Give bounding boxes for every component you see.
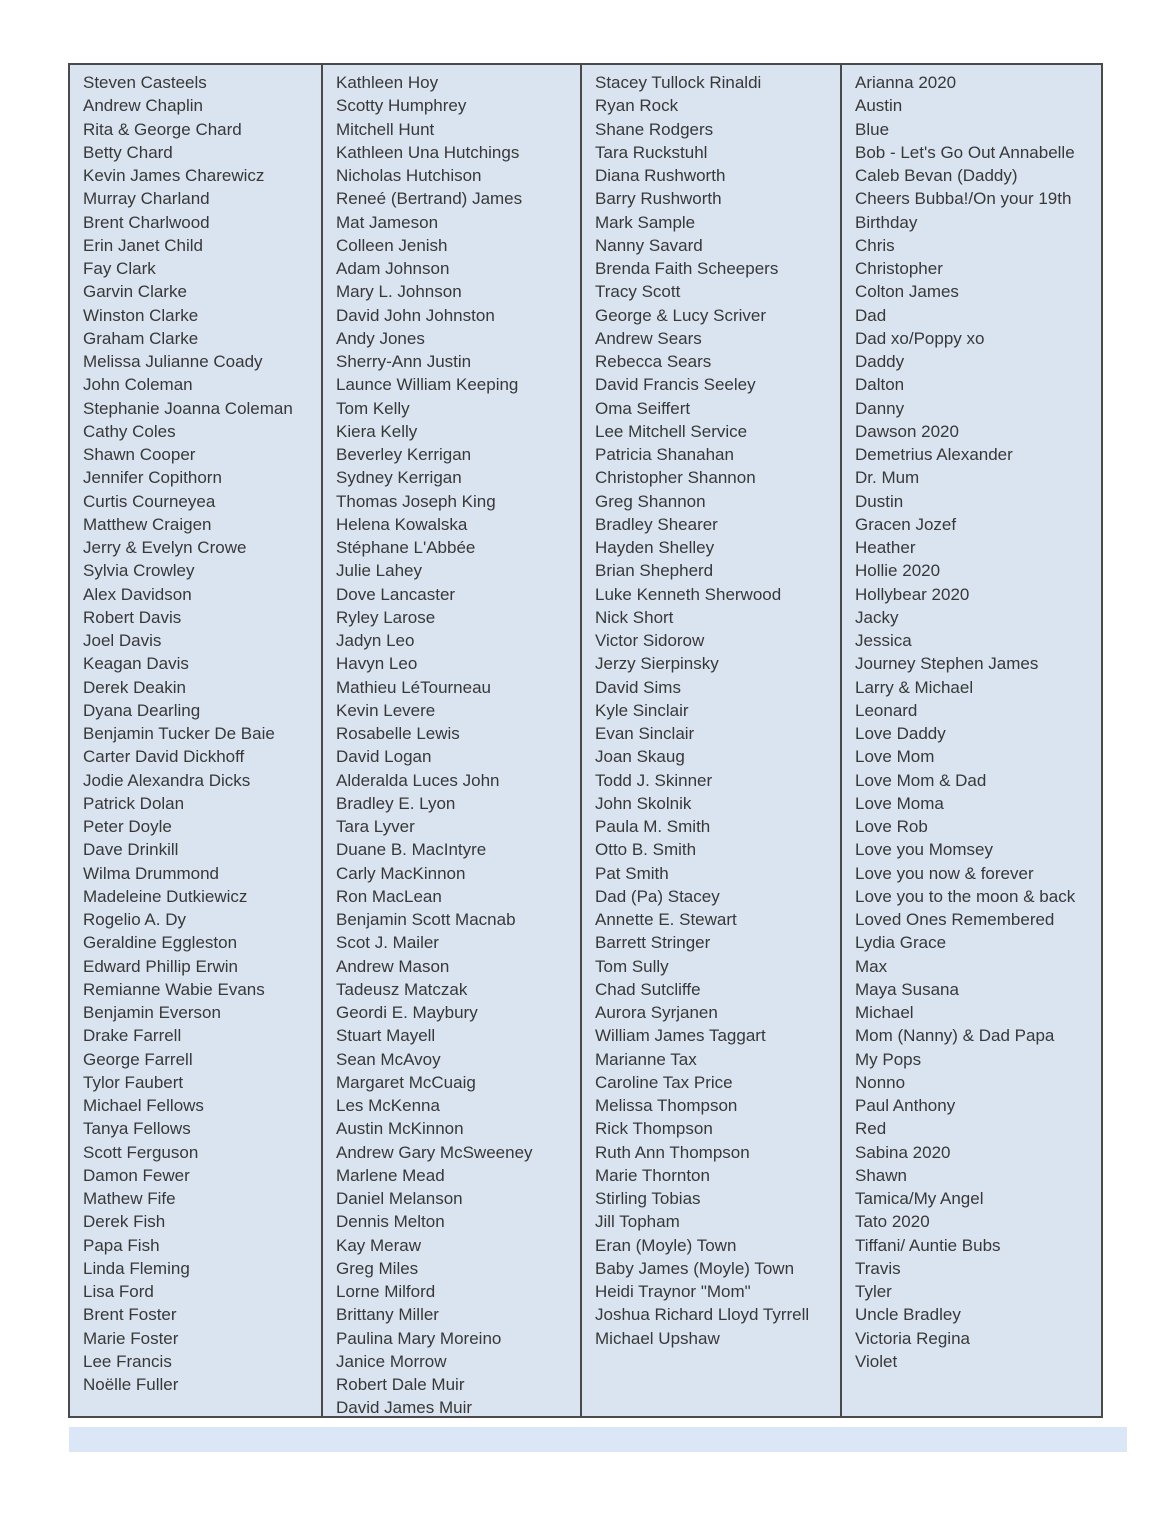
name-entry: Shawn Cooper: [83, 445, 196, 464]
name-entry: Brent Charlwood: [83, 212, 210, 232]
name-entry: Joshua Richard Lloyd Tyrrell: [595, 1305, 810, 1325]
name-entry: Margaret McCuaig: [336, 1072, 476, 1092]
name-entry: Carly MacKinnon: [336, 863, 466, 883]
name-entry: Daniel Melanson: [336, 1189, 463, 1208]
name-entry: Melissa Julianne Coady: [83, 352, 263, 371]
name-entry: Colleen Jenish: [336, 235, 448, 255]
name-entry: Peter Doyle: [83, 817, 172, 836]
name-entry: Robert Dale Muir: [336, 1375, 465, 1394]
name-entry: Brian Shepherd: [595, 561, 714, 581]
name-entry: Geordi E. Maybury: [336, 1003, 478, 1022]
name-entry: Benjamin Tucker De Baie: [83, 724, 275, 743]
name-entry: Dennis Melton: [336, 1212, 445, 1232]
name-entry: Stéphane L'Abbée: [336, 538, 476, 557]
name-entry: Sean McAvoy: [336, 1049, 441, 1069]
name-entry: Kathleen Hoy: [336, 73, 439, 92]
name-entry: Andrew Gary McSweeney: [336, 1142, 533, 1162]
name-entry: Birthday: [855, 212, 918, 232]
name-entry: William James Taggart: [595, 1026, 766, 1046]
name-entry: Christopher Shannon: [595, 468, 756, 488]
name-entry: Annette E. Stewart: [595, 910, 737, 929]
name-entry: Blue: [855, 119, 890, 139]
name-entry: Brittany Miller: [336, 1305, 439, 1325]
name-entry: Patrick Dolan: [83, 793, 185, 813]
names-column-4: [842, 65, 1101, 1416]
name-entry: Andrew Sears: [595, 328, 702, 348]
name-entry: Reneé (Bertrand) James: [336, 189, 523, 209]
name-entry: Tylor Faubert: [83, 1072, 184, 1092]
name-entry: Max: [855, 956, 888, 976]
name-entry: Cathy Coles: [83, 421, 176, 441]
name-entry: Dawson 2020: [855, 421, 959, 441]
name-entry: David Sims: [595, 677, 681, 697]
name-entry: Travis: [855, 1258, 901, 1278]
name-entry: Colton James: [855, 282, 959, 302]
name-entry: Thomas Joseph King: [336, 491, 496, 511]
name-entry: Jadyn Leo: [336, 631, 415, 650]
name-entry: Barry Rushworth: [595, 189, 722, 209]
name-entry: Murray Charland: [83, 189, 210, 209]
name-entry: Tiffani/ Auntie Bubs: [855, 1235, 1001, 1255]
name-entry: Love Daddy: [855, 724, 946, 743]
name-entry: Love you to the moon & back: [855, 886, 1076, 906]
name-entry: Keagan Davis: [83, 654, 189, 674]
name-entry: Bradley E. Lyon: [336, 793, 456, 813]
name-entry: Bradley Shearer: [595, 514, 718, 534]
name-entry: Beverley Kerrigan: [336, 445, 472, 464]
name-entry: Rita & George Chard: [83, 119, 242, 139]
name-entry: Red: [855, 1119, 887, 1139]
name-entry: Christopher: [855, 259, 943, 278]
name-entry: Love Moma: [855, 793, 944, 813]
name-entry: Benjamin Everson: [83, 1003, 221, 1022]
name-entry: Marie Thornton: [595, 1165, 710, 1185]
name-entry: Sydney Kerrigan: [336, 468, 462, 488]
name-entry: Ron MacLean: [336, 886, 442, 906]
name-entry: Aurora Syrjanen: [595, 1003, 718, 1022]
name-entry: Papa Fish: [83, 1235, 160, 1255]
name-entry: Alex Davidson: [83, 584, 192, 604]
name-entry: Dyana Dearling: [83, 700, 201, 720]
name-entry: Carter David Dickhoff: [83, 747, 245, 767]
name-entry: Nick Short: [595, 607, 674, 627]
name-entry: Mary L. Johnson: [336, 282, 462, 302]
name-entry: Shane Rodgers: [595, 119, 714, 139]
name-entry: Tom Kelly: [336, 398, 410, 418]
name-entry: Damon Fewer: [83, 1165, 190, 1185]
name-entry: Tanya Fellows: [83, 1119, 191, 1139]
name-entry: Havyn Leo: [336, 654, 418, 674]
name-entry: Pat Smith: [595, 863, 669, 883]
name-entry: Madeleine Dutkiewicz: [83, 886, 248, 906]
name-entry: Stuart Mayell: [336, 1026, 436, 1046]
name-entry: Garvin Clarke: [83, 282, 187, 302]
name-entry: Curtis Courneyea: [83, 491, 216, 511]
name-entry: David James Muir: [336, 1398, 473, 1416]
name-entry: Hayden Shelley: [595, 538, 715, 557]
names-table: [68, 63, 1103, 1418]
names-column-1: [70, 65, 323, 1416]
name-entry: Lee Mitchell Service: [595, 421, 748, 441]
name-entry: Scotty Humphrey: [336, 96, 467, 116]
name-entry: Erin Janet Child: [83, 235, 204, 255]
name-entry: John Coleman: [83, 375, 193, 395]
name-entry: Cheers Bubba!/On your 19th: [855, 189, 1072, 209]
name-entry: Paula M. Smith: [595, 817, 711, 836]
name-entry: Andrew Chaplin: [83, 96, 204, 116]
name-entry: Alderalda Luces John: [336, 770, 500, 790]
name-entry: Les McKenna: [336, 1096, 440, 1115]
name-entry: Lorne Milford: [336, 1282, 436, 1301]
name-entry: Greg Miles: [336, 1258, 419, 1278]
name-entry: Wilma Drummond: [83, 863, 220, 883]
name-entry: Remianne Wabie Evans: [83, 979, 265, 999]
name-entry: Gracen Jozef: [855, 514, 957, 534]
name-entry: David Logan: [336, 747, 432, 767]
name-entry: Fay Clark: [83, 259, 156, 278]
name-entry: Kyle Sinclair: [595, 700, 689, 720]
name-entry: Baby James (Moyle) Town: [595, 1258, 795, 1278]
name-entry: Mathieu LéTourneau: [336, 677, 492, 697]
name-entry: Launce William Keeping: [336, 375, 519, 395]
name-entry: Adam Johnson: [336, 259, 450, 278]
name-entry: Tom Sully: [595, 956, 669, 976]
name-entry: Heather: [855, 538, 916, 557]
name-entry: Dave Drinkill: [83, 840, 179, 860]
name-entry: Otto B. Smith: [595, 840, 697, 860]
name-entry: Ruth Ann Thompson: [595, 1142, 750, 1162]
name-entry: Joan Skaug: [595, 747, 685, 767]
name-entry: Dad: [855, 305, 887, 325]
name-entry: Rebecca Sears: [595, 352, 712, 371]
name-entry: Nanny Savard: [595, 235, 703, 255]
name-entry: Marianne Tax: [595, 1049, 697, 1069]
name-entry: Demetrius Alexander: [855, 445, 1013, 464]
name-entry: Betty Chard: [83, 142, 173, 162]
name-entry: Kevin James Charewicz: [83, 166, 265, 185]
name-entry: Larry & Michael: [855, 677, 974, 697]
name-entry: George Farrell: [83, 1049, 193, 1069]
name-entry: Sabina 2020: [855, 1142, 951, 1162]
name-entry: Lydia Grace: [855, 933, 947, 953]
name-entry: Jessica: [855, 631, 912, 650]
name-entry: Lisa Ford: [83, 1282, 154, 1301]
name-entry: Tamica/My Angel: [855, 1189, 984, 1208]
name-entry: Love you Momsey: [855, 840, 993, 860]
name-entry: Michael Fellows: [83, 1096, 204, 1115]
name-entry: Marlene Mead: [336, 1165, 445, 1185]
name-entry: Linda Fleming: [83, 1258, 190, 1278]
name-entry: Greg Shannon: [595, 491, 706, 511]
name-entry: Mat Jameson: [336, 212, 439, 232]
name-entry: David Francis Seeley: [595, 375, 756, 395]
name-entry: Shawn: [855, 1165, 907, 1185]
name-entry: Derek Deakin: [83, 677, 186, 697]
name-entry: Rosabelle Lewis: [336, 724, 460, 743]
name-entry: Janice Morrow: [336, 1351, 447, 1371]
name-entry: Sherry-Ann Justin: [336, 352, 472, 371]
name-entry: Tara Lyver: [336, 817, 415, 836]
name-entry: Jacky: [855, 607, 899, 627]
name-entry: Drake Farrell: [83, 1026, 182, 1046]
name-entry: Dove Lancaster: [336, 584, 456, 604]
name-entry: Love Mom & Dad: [855, 770, 987, 790]
name-entry: Love Rob: [855, 817, 928, 836]
name-entry: Andy Jones: [336, 328, 425, 348]
name-entry: Nicholas Hutchison: [336, 166, 482, 185]
name-entry: Dr. Mum: [855, 468, 920, 488]
name-entry: Dad xo/Poppy xo: [855, 328, 985, 348]
name-entry: George & Lucy Scriver: [595, 305, 767, 325]
name-entry: Maya Susana: [855, 979, 959, 999]
name-entry: Love you now & forever: [855, 863, 1034, 883]
name-entry: Ryan Rock: [595, 96, 679, 116]
name-entry: Loved Ones Remembered: [855, 910, 1055, 929]
name-entry: Mark Sample: [595, 212, 696, 232]
name-entry: Scott Ferguson: [83, 1142, 199, 1162]
name-entry: Dalton: [855, 375, 905, 395]
name-entry: Dustin: [855, 491, 904, 511]
name-entry: Patricia Shanahan: [595, 445, 734, 464]
name-entry: Michael: [855, 1003, 914, 1022]
name-entry: Stacey Tullock Rinaldi: [595, 73, 762, 92]
name-entry: Derek Fish: [83, 1212, 166, 1232]
name-entry: Violet: [855, 1351, 898, 1371]
name-entry: Hollybear 2020: [855, 584, 970, 604]
name-entry: Todd J. Skinner: [595, 770, 713, 790]
name-entry: Chad Sutcliffe: [595, 979, 701, 999]
name-entry: Austin McKinnon: [336, 1119, 464, 1139]
name-entry: Stirling Tobias: [595, 1189, 701, 1208]
name-entry: Eran (Moyle) Town: [595, 1235, 737, 1255]
name-entry: Graham Clarke: [83, 328, 199, 348]
name-entry: Caleb Bevan (Daddy): [855, 166, 1018, 185]
name-entry: Mitchell Hunt: [336, 119, 435, 139]
name-entry: Danny: [855, 398, 905, 418]
name-entry: David John Johnston: [336, 305, 495, 325]
name-entry: Stephanie Joanna Coleman: [83, 398, 293, 418]
name-entry: Julie Lahey: [336, 561, 423, 581]
name-entry: My Pops: [855, 1049, 922, 1069]
name-entry: Brent Foster: [83, 1305, 177, 1325]
name-entry: Jill Topham: [595, 1212, 680, 1232]
name-entry: Brenda Faith Scheepers: [595, 259, 779, 278]
name-entry: Kathleen Una Hutchings: [336, 142, 520, 162]
name-entry: Duane B. MacIntyre: [336, 840, 487, 860]
name-entry: Jennifer Copithorn: [83, 468, 222, 488]
name-entry: Tyler: [855, 1282, 892, 1301]
name-entry: Geraldine Eggleston: [83, 933, 238, 953]
name-entry: Kiera Kelly: [336, 421, 418, 441]
name-entry: Barrett Stringer: [595, 933, 711, 953]
name-entry: Tracy Scott: [595, 282, 681, 302]
names-column-3: [582, 65, 842, 1416]
name-entry: Joel Davis: [83, 631, 162, 650]
name-entry: Hollie 2020: [855, 561, 941, 581]
name-entry: Bob - Let's Go Out Annabelle: [855, 142, 1075, 162]
name-entry: Rick Thompson: [595, 1119, 713, 1139]
name-entry: Uncle Bradley: [855, 1305, 961, 1325]
name-entry: Paul Anthony: [855, 1096, 956, 1115]
name-entry: Journey Stephen James: [855, 654, 1039, 674]
name-entry: Heidi Traynor "Mom": [595, 1282, 751, 1301]
name-entry: Leonard: [855, 700, 918, 720]
name-entry: Marie Foster: [83, 1328, 179, 1348]
name-entry: Rogelio A. Dy: [83, 910, 186, 929]
name-entry: Mom (Nanny) & Dad Papa: [855, 1026, 1055, 1046]
name-entry: Kay Meraw: [336, 1235, 422, 1255]
name-entry: Love Mom: [855, 747, 935, 767]
name-entry: Michael Upshaw: [595, 1328, 720, 1348]
name-entry: Edward Phillip Erwin: [83, 956, 238, 976]
name-entry: Steven Casteels: [83, 73, 207, 92]
name-entry: Scot J. Mailer: [336, 933, 439, 953]
name-entry: Luke Kenneth Sherwood: [595, 584, 782, 604]
footer-highlight-band: [69, 1427, 1127, 1452]
name-entry: Victoria Regina: [855, 1328, 970, 1348]
name-entry: Mathew Fife: [83, 1189, 176, 1208]
name-entry: Kevin Levere: [336, 700, 436, 720]
name-entry: Andrew Mason: [336, 956, 450, 976]
name-entry: John Skolnik: [595, 793, 692, 813]
name-entry: Tato 2020: [855, 1212, 930, 1232]
name-entry: Noëlle Fuller: [83, 1375, 179, 1394]
name-entry: Chris: [855, 235, 895, 255]
name-entry: Tara Ruckstuhl: [595, 142, 708, 162]
name-entry: Diana Rushworth: [595, 166, 726, 185]
name-entry: Evan Sinclair: [595, 724, 695, 743]
name-entry: Victor Sidorow: [595, 631, 705, 650]
name-entry: Lee Francis: [83, 1351, 172, 1371]
name-entry: Dad (Pa) Stacey: [595, 886, 720, 906]
name-entry: Jerzy Sierpinsky: [595, 654, 719, 674]
name-entry: Nonno: [855, 1072, 906, 1092]
name-entry: Sylvia Crowley: [83, 561, 195, 581]
name-entry: Jodie Alexandra Dicks: [83, 770, 251, 790]
name-entry: Oma Seiffert: [595, 398, 691, 418]
name-entry: Paulina Mary Moreino: [336, 1328, 502, 1348]
names-column-2: [323, 65, 582, 1416]
name-entry: Winston Clarke: [83, 305, 199, 325]
name-entry: Austin: [855, 96, 903, 116]
name-entry: Daddy: [855, 352, 905, 371]
name-entry: Helena Kowalska: [336, 514, 468, 534]
name-entry: Benjamin Scott Macnab: [336, 910, 516, 929]
name-entry: Jerry & Evelyn Crowe: [83, 538, 247, 557]
name-entry: Matthew Craigen: [83, 514, 212, 534]
name-entry: Caroline Tax Price: [595, 1072, 733, 1092]
name-entry: Melissa Thompson: [595, 1096, 738, 1115]
name-entry: Ryley Larose: [336, 607, 436, 627]
name-entry: Tadeusz Matczak: [336, 979, 468, 999]
name-entry: Robert Davis: [83, 607, 182, 627]
name-entry: Arianna 2020: [855, 73, 957, 92]
